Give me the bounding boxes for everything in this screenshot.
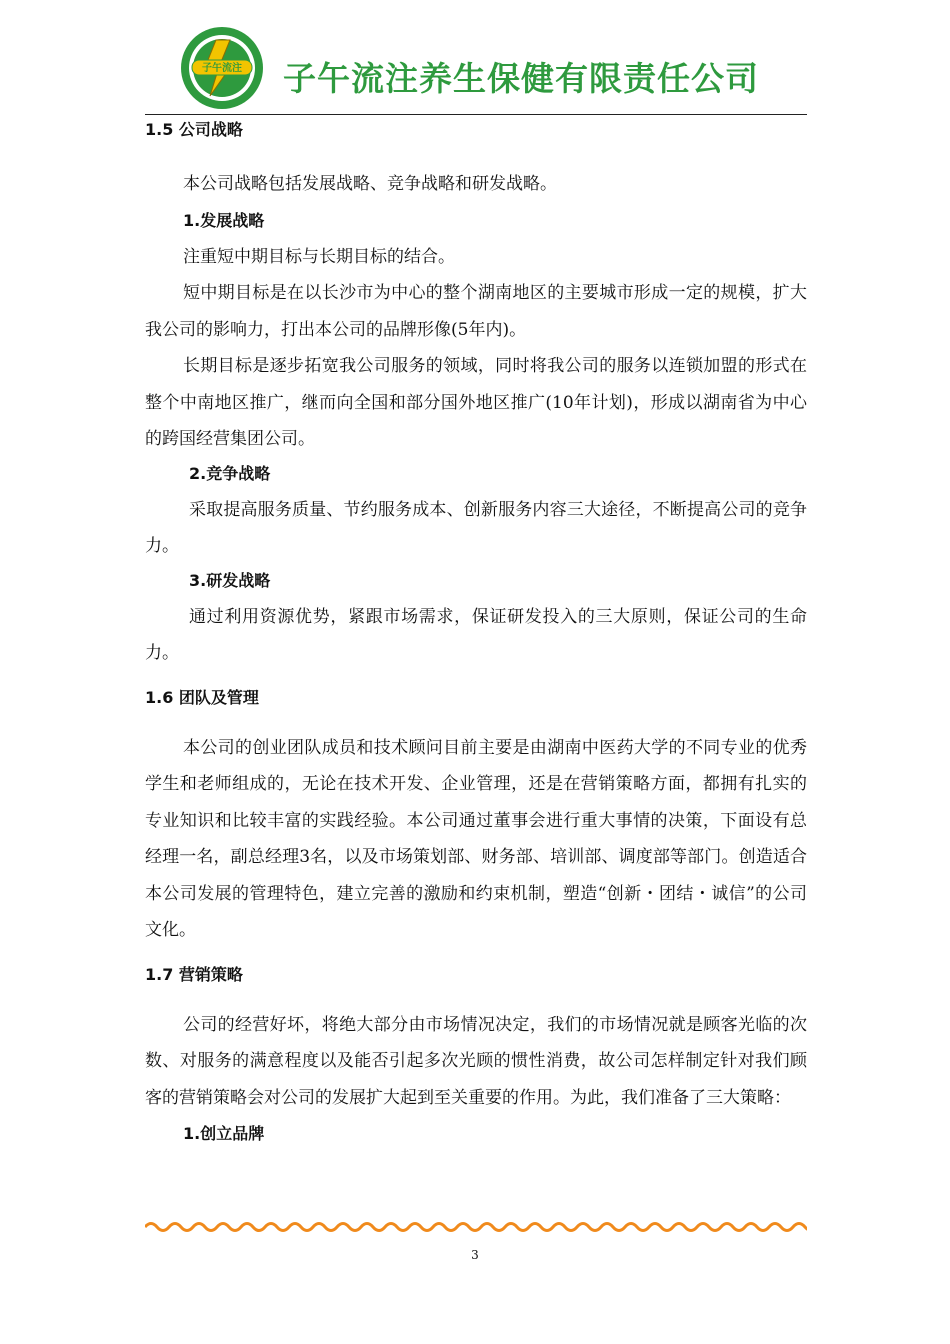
create-brand-title: 1.创立品牌 (183, 1124, 265, 1143)
footer-wave-divider (145, 1218, 807, 1236)
development-p1: 注重短中期目标与长期目标的结合。 (183, 246, 455, 267)
development-p2: 短中期目标是在以长沙市为中心的整个湖南地区的主要城市形成一定的规模，扩大我公司的影响力，打出本公司的品牌形像(5年内)。 (145, 283, 807, 340)
competition-p: 采取提高服务质量、节约服务成本、创新服务内容三大途径，不断提高公司的竞争力。 (145, 499, 807, 556)
page-number: 3 (471, 1248, 479, 1262)
development-strategy-title: 1.发展战略 (183, 210, 265, 230)
section-1-5-title: 1.5 公司战略 (145, 120, 243, 139)
company-logo-icon (180, 26, 264, 110)
header-divider (145, 114, 807, 115)
team-management-p: 本公司的创业团队成员和技术顾问目前主要是由湖南中医药大学的不同专业的优秀学生和老师组成的，无论在技术开发、企业管理，还是在营销策略方面，都拥有扎实的专业知识和比较丰富的实践经验。本公司通过董事会进行重大事情的决策，下面设有总经理一名，副总经理3名，以及市场策划部、财务部、培训部、调度部等部门。创造适合本公司发展的管理特色，建立完善的激励和约束机制，塑造“创新・团结・诚信”的公司文化。 (145, 737, 807, 940)
rd-p: 通过利用资源优势，紧跟市场需求，保证研发投入的三大原则，保证公司的生命力。 (145, 606, 807, 663)
competition-strategy-title: 2.竞争战略 (189, 463, 271, 483)
rd-strategy-title: 3.研发战略 (189, 570, 271, 590)
page-header (145, 18, 807, 116)
development-p3: 长期目标是逐步拓宽我公司服务的领域，同时将我公司的服务以连锁加盟的形式在整个中南地区推广，继而向全国和部分国外地区推广(10年计划)，形成以湖南省为中心的跨国经营集团公司。 (145, 356, 807, 449)
document-body (145, 118, 807, 1146)
logo-text: 子午流注 (202, 63, 242, 74)
strategy-intro: 本公司战略包括发展战略、竞争战略和研发战略。 (183, 174, 557, 194)
marketing-p: 公司的经营好坏，将绝大部分由市场情况决定，我们的市场情况就是顾客光临的次数、对服务的满意程度以及能否引起多次光顾的惯性消费，故公司怎样制定针对我们顾客的营销策略会对公司的发展扩大起到至关重要的作用。为此，我们准备了三大策略： (145, 1014, 807, 1108)
company-name: 子午流注养生保健有限责任公司 (283, 59, 759, 98)
section-1-7-title: 1.7 营销策略 (145, 964, 243, 984)
section-1-6-title: 1.6 团队及管理 (145, 687, 259, 707)
